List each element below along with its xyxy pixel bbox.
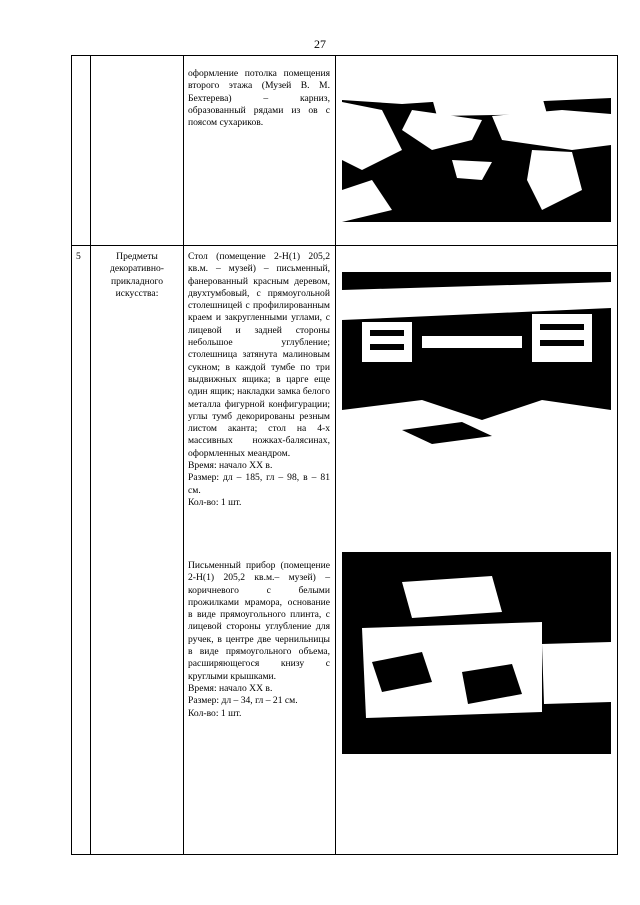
table-border-left (71, 55, 72, 855)
row1-description (188, 68, 330, 129)
column-divider-number (90, 55, 91, 855)
writing-set-time: Время: начало XX в. (188, 682, 273, 694)
desk-size: Размер: дл – 185, гл – 98, в – 81 см. (188, 472, 330, 496)
row2-category: Предметы декоративно-прикладного искусства: (110, 251, 164, 299)
row1-description-text: оформление потолка помещения второго этажа (Музей В. М. Бехтерева) – карниз, образованный рядами из ов с поясом сухариков. (188, 68, 330, 129)
ceiling-photo (342, 70, 611, 222)
page-number: 27 (314, 37, 326, 51)
row-divider (71, 245, 618, 246)
desk-image (342, 250, 611, 452)
writing-set-quantity: Кол-во: 1 шт. (188, 707, 242, 719)
table-border-bottom (71, 854, 618, 855)
row2-description-1 (188, 251, 330, 509)
writing-set-photo (342, 552, 611, 754)
writing-set-size: Размер: дл – 34, гл – 21 см. (188, 695, 298, 707)
column-divider-description (335, 55, 336, 855)
row2-description-2 (188, 560, 330, 720)
desk-description: Стол (помещение 2-Н(1) 205,2 кв.м. – музей) – письменный, фанерованный красным деревом, двухтумбовый, с прямоугольной столешницей с профилированным краем и закругленными углами, с лицевой и задней стороны небольшое углубление; столешница затянута малиновым сукном; в каждой тумбе по три выдвижных ящика; в царге еще один ящик; накладки замка белого металла фигурной конфигурации; углы тумб декорированы резным листом аканта; стол на 4-х массивных ножках-балясинах, оформленных меандром. (188, 251, 330, 459)
desk-time: Время: начало XX в. (188, 460, 273, 472)
table-border-top (71, 55, 618, 56)
table-border-right (617, 55, 618, 855)
row2-number: 5 (76, 251, 81, 262)
writing-set-description: Письменный прибор (помещение 2-Н(1) 205,2 кв.м.– музей) – коричневого с белыми прожилками мрамора, основание в виде прямоугольного плинта, с лицевой стороны углубление для ручек, в центре две чернильницы в виде прямоугольного объема, расширяющегося книзу с круглыми крышками. (188, 560, 330, 682)
desk-quantity: Кол-во: 1 шт. (188, 496, 242, 508)
writing-set-image (342, 552, 611, 754)
ceiling-cornice-image (342, 70, 611, 222)
column-divider-category (183, 55, 184, 855)
desk-photo (342, 250, 611, 452)
